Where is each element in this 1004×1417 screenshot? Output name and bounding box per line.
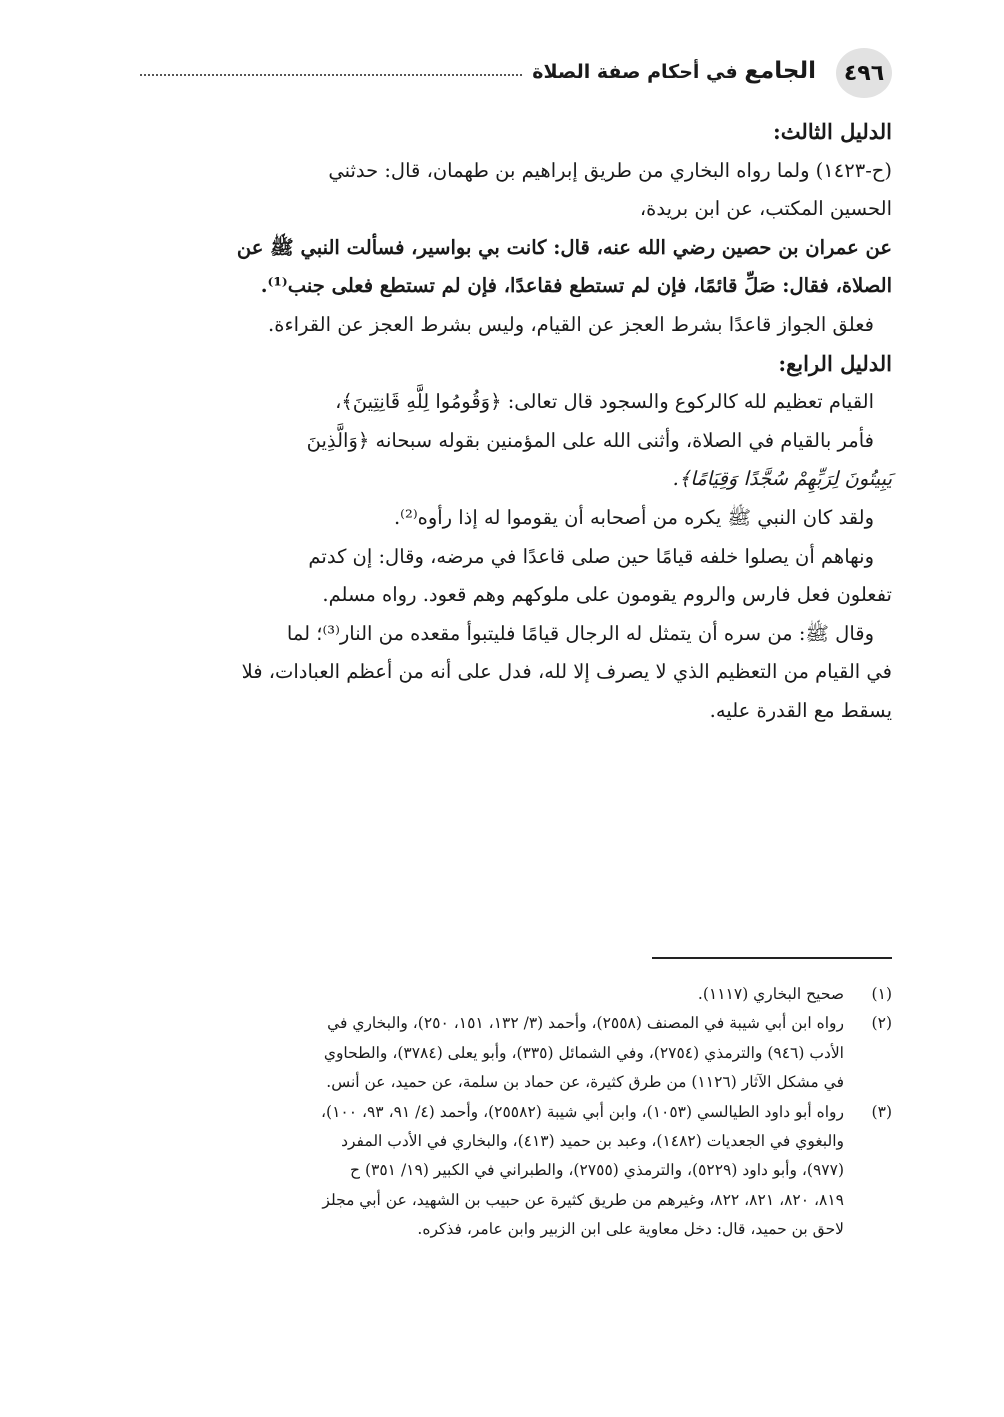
book-title-main: الجامع <box>744 58 816 84</box>
book-title-rest: في أحكام صفة الصلاة <box>532 61 738 83</box>
footnote <box>140 1098 892 1245</box>
footnote-line: ٨١٩، ٨٢٠، ٨٢١، ٨٢٢، وغيرهم من طريق كثيرة عن حبيب بن الشهيد، عن أبي مجلز <box>322 1190 844 1209</box>
footnote-line: الأدب (٩٤٦) والترمذي (٢٧٥٤)، وفي الشمائل (٣٣٥)، وأبو يعلى (٣٧٨٤)، والطحاوي <box>323 1043 844 1062</box>
footnote-line: والبغوي في الجعديات (١٤٨٢)، وعبد بن حميد (٤١٣)، والبخاري في الأدب المفرد <box>341 1132 844 1151</box>
paragraph-line: ونهاهم أن يصلوا خلفه قيامًا حين صلى قاعدًا في مرضه، وقال: إن كدتم <box>308 544 874 568</box>
running-title <box>140 58 826 84</box>
footnote <box>140 980 892 1009</box>
paragraph-line: فعلق الجواز قاعدًا بشرط العجز عن القيام، وليس بشرط العجز عن القراءة. <box>268 312 874 336</box>
paragraph-line: تفعلون فعل فارس والروم يقومون على ملوكهم وهم قعود. رواه مسلم. <box>322 583 892 607</box>
section-heading: الدليل الرابع: <box>778 350 892 376</box>
paragraph-line: القيام تعظيم لله كالركوع والسجود قال تعالى: ﴿وَقُومُوا لِلَّهِ قَانِتِينَ﴾، <box>335 390 874 414</box>
footnote-line: رواه أبو داود الطيالسي (١٠٥٣)، وابن أبي شيبة (٢٥٥٨٢)، وأحمد (٤/ ٩١، ٩٣، ١٠٠)، <box>321 1102 844 1121</box>
footnote-number: (١) <box>871 985 892 1003</box>
footnote-line: في مشكل الآثار (١١٢٦) من طرق كثيرة، عن حماد بن سلمة، عن حميد، عن أنس. <box>326 1073 844 1092</box>
paragraph-line: الحسين المكتب، عن ابن بريدة، <box>639 197 892 221</box>
hadith-line: الصلاة، فقال: صَلِّ قائمًا، فإن لم تستطع فقاعدًا، فإن لم تستطع فعلى جنب⁽¹⁾. <box>260 274 892 298</box>
paragraph-line: ولقد كان النبي ﷺ يكره من أصحابه أن يقوموا له إذا رأوه⁽²⁾. <box>393 505 874 529</box>
section-heading: الدليل الثالث: <box>773 119 892 144</box>
paragraph-line: في القيام من التعظيم الذي لا يصرف إلا لله، فدل على أنه من أعظم العبادات، فلا <box>241 660 892 684</box>
footnote-number: (٣) <box>871 1102 892 1121</box>
footnote-line: لاحق بن حميد، قال: دخل معاوية على ابن الزبير وابن عامر، فذكره. <box>417 1220 844 1239</box>
page-header <box>140 48 892 98</box>
paragraph-line: فأمر بالقيام في الصلاة، وأثنى الله على المؤمنين بقوله سبحانه ﴿وَالَّذِينَ <box>306 428 874 452</box>
footnote <box>140 1009 892 1097</box>
hadith-line: عن عمران بن حصين رضي الله عنه، قال: كانت بي بواسير، فسألت النبي ﷺ عن <box>236 235 892 259</box>
footnote-divider <box>652 957 892 959</box>
book-title <box>522 58 826 84</box>
footnote-line: رواه ابن أبي شيبة في المصنف (٢٥٥٨)، وأحمد (٣/ ١٣٢، ١٥١، ٢٥٠)، والبخاري في <box>327 1014 844 1033</box>
paragraph-line: يسقط مع القدرة عليه. <box>709 698 892 722</box>
page-number: ٤٩٦ <box>836 48 892 98</box>
footnote-line: صحيح البخاري (١١١٧). <box>697 985 844 1003</box>
quran-verse-line: يَبِيتُونَ لِرَبِّهِمْ سُجَّدًا وَقِيَامًا﴾. <box>672 467 892 491</box>
paragraph-line: وقال ﷺ: من سره أن يتمثل له الرجال قيامًا فليتبوأ مقعده من النار⁽³⁾؛ لما <box>286 621 874 645</box>
paragraph-line: (ح-١٤٢٣) ولما رواه البخاري من طريق إبراهيم بن طهمان، قال: حدثني <box>328 158 892 182</box>
footnote-number: (٢) <box>871 1014 892 1033</box>
footnote-line: (٩٧٧)، وأبو داود (٥٢٢٩)، والترمذي (٢٧٥٥)، والطبراني في الكبير (١٩/ ٣٥١) ح <box>350 1161 844 1180</box>
dotted-leader <box>140 74 522 76</box>
footnotes <box>140 980 892 1245</box>
main-text <box>140 113 892 731</box>
